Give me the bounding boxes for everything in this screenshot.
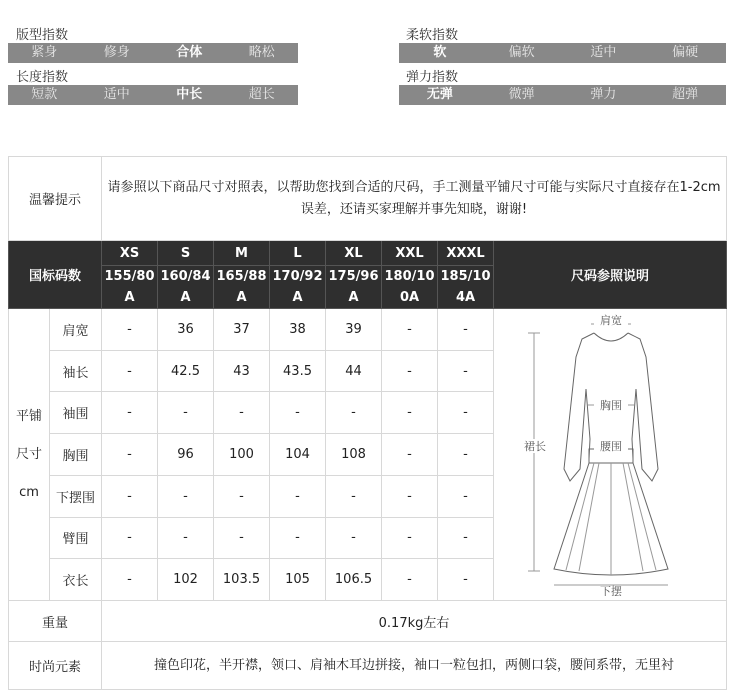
size-header: M bbox=[214, 241, 270, 266]
style-value: 撞色印花，半开襟，领口、肩袖木耳边拼接，袖口一粒包扣，两侧口袋，腰间系带，无里衬 bbox=[102, 642, 727, 690]
measure-value: - bbox=[214, 517, 270, 559]
elasticity-option: 无弹 bbox=[426, 87, 453, 102]
measure-value: 104 bbox=[270, 434, 326, 476]
measure-value: 100 bbox=[214, 434, 270, 476]
weight-label: 重量 bbox=[9, 601, 102, 642]
size-header: XS bbox=[102, 241, 158, 266]
length-option: 短款 bbox=[31, 87, 58, 102]
measure-group-label bbox=[9, 309, 50, 601]
measure-value: - bbox=[382, 559, 438, 601]
fit-index-title: 版型指数 bbox=[16, 28, 69, 43]
length-option: 超长 bbox=[248, 87, 275, 102]
measure-value: 36 bbox=[158, 309, 214, 351]
measure-value: - bbox=[438, 434, 494, 476]
softness-index-bar bbox=[399, 43, 726, 63]
measure-value: - bbox=[214, 392, 270, 434]
size-header: XL bbox=[326, 241, 382, 266]
measure-value: 96 bbox=[158, 434, 214, 476]
measure-value: 102 bbox=[158, 559, 214, 601]
elasticity-option: 超弹 bbox=[672, 87, 699, 102]
softness-index-title: 柔软指数 bbox=[406, 28, 459, 43]
measure-value: 108 bbox=[326, 434, 382, 476]
measure-value: 39 bbox=[326, 309, 382, 351]
chest-label: 胸围 bbox=[600, 399, 623, 412]
measure-value: 103.5 bbox=[214, 559, 270, 601]
measure-value: 106.5 bbox=[326, 559, 382, 601]
measure-group-line: 平铺 bbox=[15, 408, 42, 424]
elasticity-index-bar bbox=[399, 85, 726, 105]
measure-value: - bbox=[158, 475, 214, 517]
size-table bbox=[8, 156, 727, 690]
elasticity-option: 微弹 bbox=[508, 87, 535, 102]
measure-value: - bbox=[102, 517, 158, 559]
measure-value: 38 bbox=[270, 309, 326, 351]
measure-value: 44 bbox=[326, 350, 382, 392]
measure-value: - bbox=[270, 517, 326, 559]
measure-value: - bbox=[270, 475, 326, 517]
size-header: L bbox=[270, 241, 326, 266]
measure-value: - bbox=[102, 350, 158, 392]
measure-value: - bbox=[438, 392, 494, 434]
measure-value: - bbox=[326, 475, 382, 517]
softness-option: 适中 bbox=[590, 45, 617, 60]
elasticity-index-title: 弹力指数 bbox=[406, 70, 459, 85]
measure-value: - bbox=[382, 517, 438, 559]
national-size-label: 国标码数 bbox=[9, 241, 102, 309]
weight-value: 0.17kg左右 bbox=[102, 601, 727, 642]
size-header: XXXL bbox=[438, 241, 494, 266]
fit-option: 紧身 bbox=[31, 45, 58, 60]
measure-value: - bbox=[382, 309, 438, 351]
fit-index-bar bbox=[8, 43, 298, 63]
fit-option: 略松 bbox=[248, 45, 275, 60]
measure-value: - bbox=[158, 517, 214, 559]
style-label: 时尚元素 bbox=[9, 642, 102, 690]
measure-value: - bbox=[382, 350, 438, 392]
measure-value: - bbox=[214, 475, 270, 517]
national-size: 170/92A bbox=[270, 266, 326, 309]
dress-diagram-cell bbox=[494, 309, 727, 601]
measure-value: 43.5 bbox=[270, 350, 326, 392]
measure-value: - bbox=[382, 475, 438, 517]
size-header: S bbox=[158, 241, 214, 266]
fit-option: 修身 bbox=[103, 45, 130, 60]
measure-value: - bbox=[102, 559, 158, 601]
measure-name: 肩宽 bbox=[50, 309, 102, 351]
measure-value: - bbox=[438, 517, 494, 559]
national-size: 155/80A bbox=[102, 266, 158, 309]
measure-group-line: cm bbox=[19, 484, 39, 500]
measure-value: - bbox=[438, 559, 494, 601]
softness-option: 软 bbox=[433, 45, 447, 60]
national-size: 185/104A bbox=[438, 266, 494, 309]
measure-value: 42.5 bbox=[158, 350, 214, 392]
notice-label: 温馨提示 bbox=[9, 157, 102, 241]
notice-text: 请参照以下商品尺寸对照表，以帮助您找到合适的尺码，手工测量平铺尺寸可能与实际尺寸直接存在1-2cm误差，还请买家理解并事先知晓，谢谢! bbox=[102, 157, 727, 241]
waist-label: 腰围 bbox=[600, 440, 623, 453]
elasticity-option: 弹力 bbox=[590, 87, 617, 102]
measure-value: 37 bbox=[214, 309, 270, 351]
national-size: 175/96A bbox=[326, 266, 382, 309]
national-size: 160/84A bbox=[158, 266, 214, 309]
softness-option: 偏硬 bbox=[672, 45, 699, 60]
length-index-bar bbox=[8, 85, 298, 105]
size-reference-label: 尺码参照说明 bbox=[494, 241, 727, 309]
measure-name: 臂围 bbox=[50, 517, 102, 559]
national-size: 165/88A bbox=[214, 266, 270, 309]
measure-name: 袖长 bbox=[50, 350, 102, 392]
measure-value: - bbox=[270, 392, 326, 434]
length-option: 适中 bbox=[103, 87, 130, 102]
size-header: XXL bbox=[382, 241, 438, 266]
measure-group-line: 尺寸 bbox=[15, 446, 42, 462]
softness-option: 偏软 bbox=[508, 45, 535, 60]
measure-value: - bbox=[102, 309, 158, 351]
measure-value: - bbox=[326, 392, 382, 434]
measure-value: - bbox=[382, 392, 438, 434]
dress-diagram bbox=[494, 309, 727, 596]
measure-name: 袖围 bbox=[50, 392, 102, 434]
measure-value: - bbox=[158, 392, 214, 434]
measure-value: - bbox=[438, 309, 494, 351]
shoulder-label: 肩宽 bbox=[600, 314, 623, 327]
length-label: 裙长 bbox=[524, 440, 547, 453]
national-size: 180/100A bbox=[382, 266, 438, 309]
measure-value: 43 bbox=[214, 350, 270, 392]
measure-name: 衣长 bbox=[50, 559, 102, 601]
measure-name: 下摆围 bbox=[50, 475, 102, 517]
measure-value: - bbox=[382, 434, 438, 476]
length-index-title: 长度指数 bbox=[16, 70, 69, 85]
measure-value: - bbox=[438, 475, 494, 517]
measure-value: - bbox=[102, 392, 158, 434]
length-option: 中长 bbox=[176, 87, 203, 102]
hem-label: 下摆 bbox=[600, 585, 623, 596]
fit-option: 合体 bbox=[176, 45, 203, 60]
measure-name: 胸围 bbox=[50, 434, 102, 476]
measure-value: - bbox=[438, 350, 494, 392]
measure-value: - bbox=[102, 434, 158, 476]
measure-value: 105 bbox=[270, 559, 326, 601]
measure-value: - bbox=[326, 517, 382, 559]
measure-value: - bbox=[102, 475, 158, 517]
